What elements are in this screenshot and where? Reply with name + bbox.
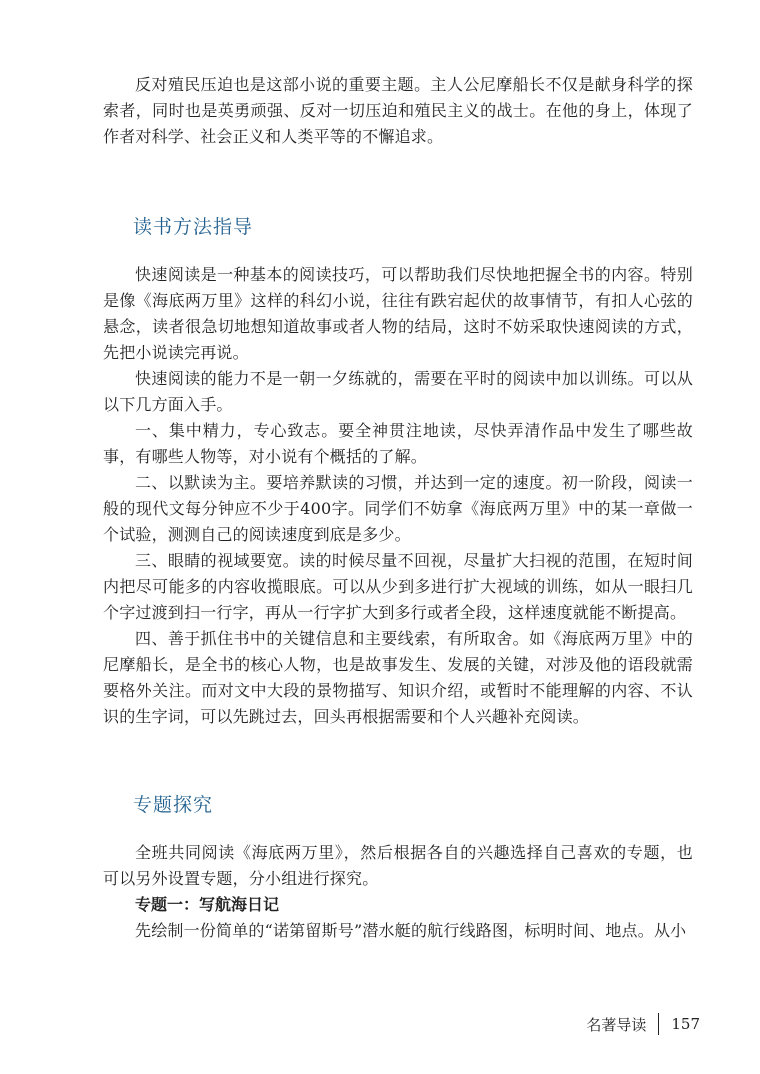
page-footer	[560, 1012, 700, 1036]
footer-divider	[658, 1013, 659, 1035]
reading-method-paragraph: 快速阅读的能力不是一朝一夕练就的，需要在平时的阅读中加以训练。可以从以下几方面入手。	[103, 369, 693, 414]
intro-block	[103, 72, 693, 150]
reading-method-paragraph: 四、善于抓住书中的关键信息和主要线索，有所取舍。如《海底两万里》中的尼摩船长，是全书的核心人物，也是故事发生、发展的关键，对涉及他的语段就需要格外关注。而对文中大段的景物描写、知识介绍，或暂时不能理解的内容、不认识的生字词，可以先跳过去，回头再根据需要和个人兴趣补充阅读。	[103, 629, 693, 726]
reading-method-paragraph: 三、眼睛的视域要宽。读的时候尽量不回视，尽量扩大扫视的范围，在短时间内把尽可能多的内容收揽眼底。可以从少到多进行扩大视域的训练，如从一眼扫几个字过渡到扫一行字，再从一行字扩大到多行或者全段，这样速度就能不断提高。	[103, 551, 693, 622]
footer-book-label: 名著导读	[586, 1015, 647, 1034]
page-number: 157	[671, 1015, 700, 1033]
topic-study-paragraph: 全班共同阅读《海底两万里》，然后根据各自的兴趣选择自己喜欢的专题，也可以另外设置专题，分小组进行探究。	[103, 843, 693, 888]
intro-paragraph: 反对殖民压迫也是这部小说的重要主题。主人公尼摩船长不仅是献身科学的探索者，同时也是英勇顽强、反对一切压迫和殖民主义的战士。在他的身上，体现了作者对科学、社会正义和人类平等的不懈追求。	[103, 75, 693, 146]
reading-method-paragraph: 二、以默读为主。要培养默读的习惯，并达到一定的速度。初一阶段，阅读一般的现代文每分钟应不少于400字。同学们不妨拿《海底两万里》中的某一章做一个试验，测测自己的阅读速度到底是多少。	[103, 473, 693, 544]
topic-one-paragraph: 先绘制一份简单的“诺第留斯号”潜水艇的航行线路图，标明时间、地点。从小	[135, 921, 687, 940]
topic-study-block	[103, 840, 693, 944]
reading-method-paragraph: 快速阅读是一种基本的阅读技巧，可以帮助我们尽快地把握全书的内容。特别是像《海底两万里》这样的科幻小说，往往有跌宕起伏的故事情节，有扣人心弦的悬念，读者很急切地想知道故事或者人物的结局，这时不妨采取快速阅读的方式，先把小说读完再说。	[103, 265, 693, 362]
section-heading-topic-study: 专题探究	[133, 794, 214, 816]
reading-method-block	[103, 262, 693, 730]
reading-method-paragraph: 一、集中精力，专心致志。要全神贯注地读，尽快弄清作品中发生了哪些故事，有哪些人物等，对小说有个概括的了解。	[103, 421, 693, 466]
section-heading-reading-method: 读书方法指导	[133, 216, 254, 238]
topic-one-title: 专题一：写航海日记	[135, 895, 280, 914]
